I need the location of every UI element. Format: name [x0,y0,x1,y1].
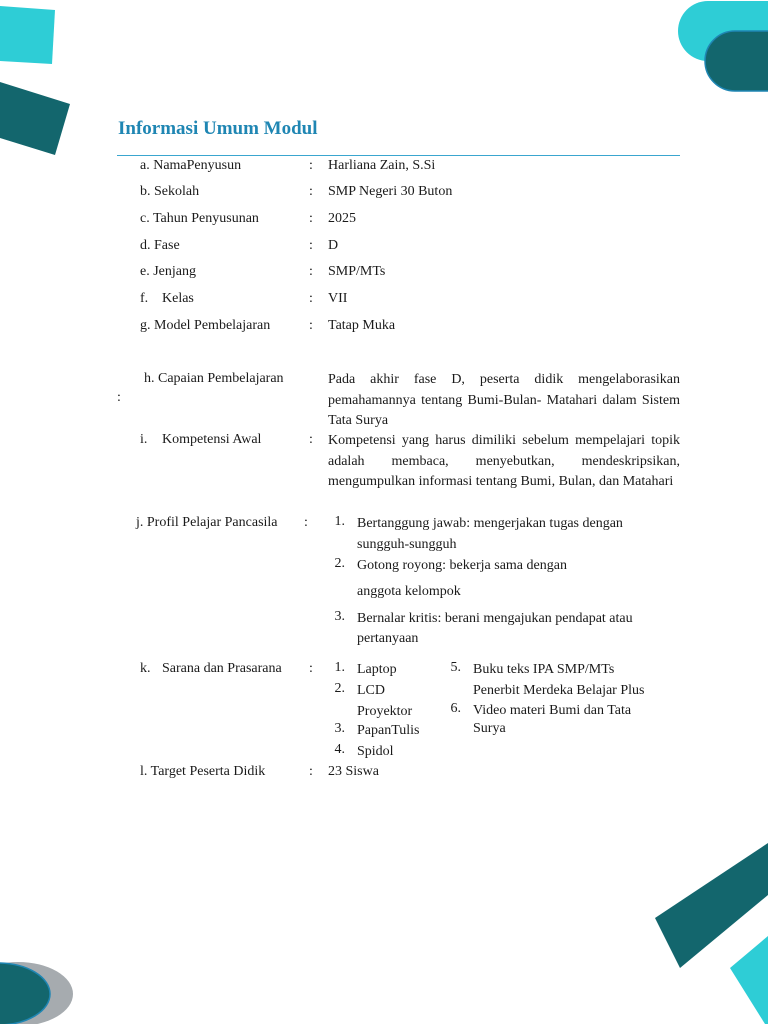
value-sekolah: SMP Negeri 30 Buton [328,184,453,199]
list-number: 2. [334,556,345,571]
label-tahun-penyusunan: c. Tahun Penyusunan [140,211,259,226]
list-item: PapanTulis [357,723,420,738]
colon: : [309,661,313,676]
label-kompetensi-awal-letter: i. [140,432,148,447]
colon: : [309,291,313,306]
colon: : [309,764,313,779]
value-jenjang: SMP/MTs [328,264,386,279]
top-left-light-rect [0,6,55,64]
title-divider [117,155,680,156]
label-fase: d. Fase [140,238,180,253]
list-item-continued: pertanyaan [357,631,419,646]
list-item-continued: Proyektor [357,704,413,719]
list-number: 4. [334,742,345,757]
list-item: Spidol [357,744,394,759]
value-nama-penyusun: Harliana Zain, S.Si [328,158,436,173]
bottom-right-light-bar [730,936,768,1024]
label-profil-pelajar-pancasila: j. Profil Pelajar Pancasila [136,515,278,530]
value-kelas: VII [328,291,348,306]
top-right-dark-pill [705,31,768,91]
value-tahun-penyusunan: 2025 [328,211,356,226]
label-kelas: Kelas [162,291,194,306]
label-sekolah: b. Sekolah [140,184,200,199]
list-item-continued: Surya [473,721,506,736]
list-number: 6. [450,701,461,716]
list-item: Bernalar kritis: berani mengajukan pendapat atau [357,611,633,626]
label-kompetensi-awal: Kompetensi Awal [162,432,262,447]
list-item-continued: anggota kelompok [357,584,461,599]
colon: : [309,264,313,279]
colon: : [309,184,313,199]
list-number: 2. [334,681,345,696]
list-item: Gotong royong: bekerja sama dengan [357,558,567,573]
page-title: Informasi Umum Modul [118,118,318,139]
value-fase: D [328,238,339,253]
list-number: 1. [334,514,345,529]
list-item: Bertanggung jawab: mengerjakan tugas dengan [357,516,623,531]
list-number: 5. [450,660,461,675]
list-item-continued: Penerbit Merdeka Belajar Plus [473,683,645,698]
colon: : [309,238,313,253]
value-capaian-pembelajaran: Pada akhir fase D, peserta didik mengelaborasikan pemahamannya tentang Bumi-Bulan- Matahari dalam Sistem Tata Surya [328,372,680,428]
colon: : [309,158,313,173]
value-target-peserta-didik: 23 Siswa [328,764,379,779]
colon: : [117,390,121,405]
label-target-peserta-didik: l. Target Peserta Didik [140,764,266,779]
top-left-dark-rect [0,82,70,155]
label-capaian-pembelajaran: h. Capaian Pembelajaran [144,371,284,386]
list-item-continued: sungguh-sungguh [357,537,457,552]
label-jenjang: e. Jenjang [140,264,196,279]
colon: : [309,432,313,447]
list-number: 3. [334,609,345,624]
list-item: Buku teks IPA SMP/MTs [473,662,615,677]
list-number: 1. [334,660,345,675]
list-number: 3. [334,721,345,736]
label-nama-penyusun: a. NamaPenyusun [140,158,242,173]
colon: : [304,515,308,530]
list-item: Video materi Bumi dan Tata [473,703,632,718]
list-item: Laptop [357,662,397,677]
label-model-pembelajaran: g. Model Pembelajaran [140,318,271,333]
bottom-right-dark-bar [655,843,768,968]
list-item: LCD [357,683,385,698]
label-sarana-prasarana: Sarana dan Prasarana [162,661,282,676]
value-kompetensi-awal: Kompetensi yang harus dimiliki sebelum mempelajari topik adalah membaca, menyebutkan, mendeskripsikan, mengumpulkan informasi tentang Bumi, Bulan, dan Matahari [328,433,680,489]
label-kelas-letter: f. [140,291,149,306]
colon: : [309,318,313,333]
value-model-pembelajaran: Tatap Muka [328,318,396,333]
label-sarana-letter: k. [140,661,151,676]
colon: : [309,211,313,226]
